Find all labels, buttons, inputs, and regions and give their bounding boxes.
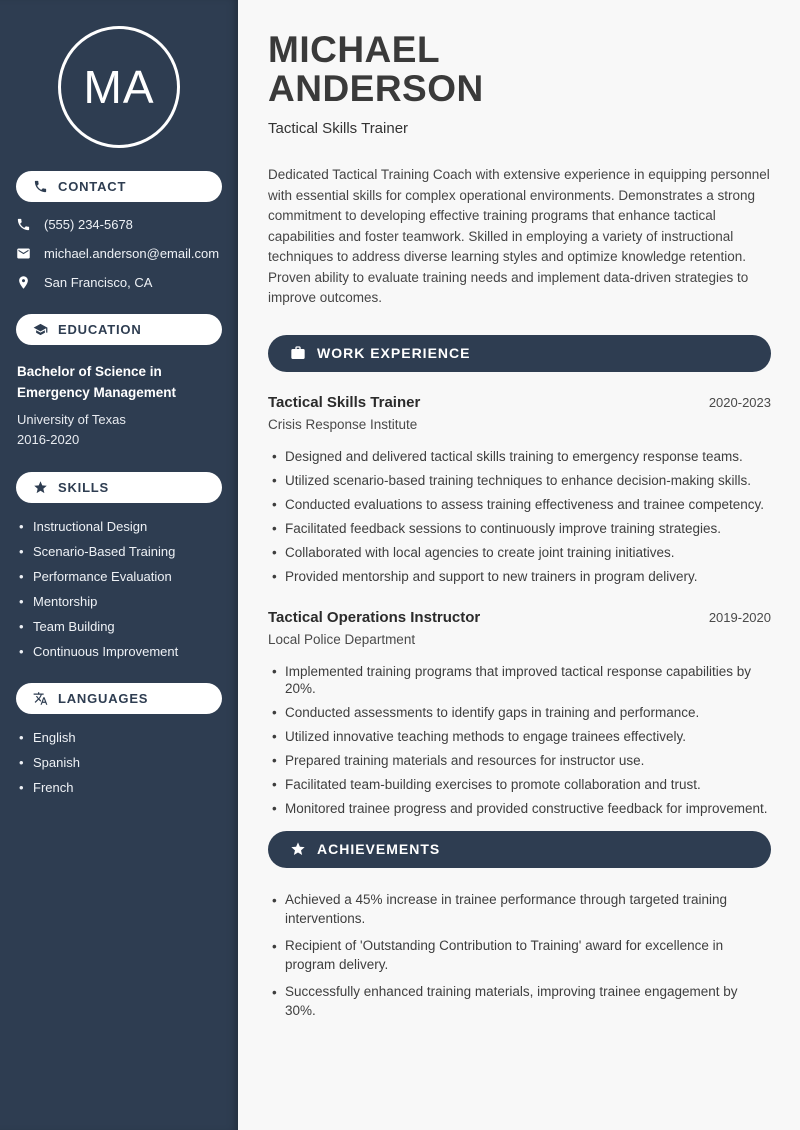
skill-item: • Scenario-Based Training [16, 543, 222, 560]
phone-icon [16, 217, 31, 232]
skills-section-header [16, 472, 222, 503]
profile-summary: Dedicated Tactical Training Coach with extensive experience in equipping personnel with essential skills for complex operational environments. Demonstrates a strong commitment to developing effective training programs that enhance tactical capabilities and foster teamwork. Skilled in employing a variety of instructional techniques to address diverse learning styles and optimize knowledge retention. Proven ability to evaluate training needs and implement data-driven strategies to improve outcomes. [268, 167, 770, 305]
job-company: Crisis Response Institute [268, 416, 418, 432]
job-dates: 2019-2020 [708, 609, 771, 625]
skills-section-title: SKILLS [58, 480, 110, 495]
job-bullet: • Designed and delivered tactical skills training to emergency response teams. [268, 448, 771, 465]
languages-list [16, 729, 222, 796]
job-bullet: • Provided mentorship and support to new trainers in program delivery. [268, 568, 771, 585]
job-entry [268, 609, 771, 817]
person-name-line1: MICHAEL [268, 29, 441, 70]
avatar-initials: MA [83, 61, 155, 113]
main-content [238, 0, 800, 1130]
education-section-title: EDUCATION [58, 322, 142, 337]
job-bullet: • Utilized innovative teaching methods to engage trainees effectively. [268, 728, 771, 745]
contact-item-location [16, 274, 222, 291]
education-years: 2016-2020 [17, 432, 80, 447]
job-bullet: • Implemented training programs that improved tactical response capabilities by 20%. [268, 663, 771, 697]
job-header [268, 394, 771, 411]
email-address: michael.anderson@email.com [44, 246, 220, 261]
job-bullet: • Monitored trainee progress and provided constructive feedback for improvement. [268, 800, 771, 817]
contact-item-phone [16, 216, 222, 233]
language-item: • French [16, 779, 222, 796]
job-header [268, 609, 771, 626]
skill-item: • Continuous Improvement [16, 643, 222, 660]
sidebar [0, 0, 238, 1130]
work-experience-banner [268, 335, 771, 372]
achievements-list [268, 890, 771, 1021]
job-bullet: • Facilitated team-building exercises to promote collaboration and trust. [268, 776, 771, 793]
languages-section-header [16, 683, 222, 714]
achievement-bullet: • Recipient of 'Outstanding Contribution to Training' award for excellence in program delivery. [268, 936, 763, 975]
email-icon [16, 246, 31, 261]
job-title: Tactical Skills Trainer [268, 393, 421, 411]
location-text: San Francisco, CA [44, 275, 153, 290]
translate-icon [33, 691, 48, 706]
skill-item: • Mentorship [16, 593, 222, 610]
education-school: University of Texas [17, 412, 126, 427]
skills-list [16, 518, 222, 660]
achievements-title: ACHIEVEMENTS [317, 841, 441, 857]
language-item: • Spanish [16, 754, 222, 771]
job-bullet: • Conducted evaluations to assess training effectiveness and trainee competency. [268, 496, 771, 513]
job-bullet: • Utilized scenario-based training techniques to enhance decision-making skills. [268, 472, 771, 489]
contact-list [16, 216, 222, 291]
person-name-line2: ANDERSON [268, 68, 484, 109]
job-bullet: • Prepared training materials and resources for instructor use. [268, 752, 771, 769]
skill-item: • Performance Evaluation [16, 568, 222, 585]
skill-item: • Instructional Design [16, 518, 222, 535]
contact-section-header [16, 171, 222, 202]
job-dates: 2020-2023 [708, 394, 771, 410]
person-job-title: Tactical Skills Trainer [268, 120, 409, 137]
languages-section-title: LANGUAGES [58, 691, 149, 706]
achievements-banner [268, 831, 771, 868]
location-pin-icon [16, 275, 31, 290]
phone-icon [33, 179, 48, 194]
job-bullet: • Conducted assessments to identify gaps in training and performance. [268, 704, 771, 721]
work-experience-title: WORK EXPERIENCE [317, 345, 471, 361]
job-bullet: • Collaborated with local agencies to create joint training initiatives. [268, 544, 771, 561]
job-entry [268, 394, 771, 585]
contact-item-email [16, 245, 222, 262]
job-bullet: • Facilitated feedback sessions to continuously improve training strategies. [268, 520, 771, 537]
phone-number: (555) 234-5678 [44, 217, 133, 232]
language-item: • English [16, 729, 222, 746]
contact-section-title: CONTACT [58, 179, 127, 194]
job-title: Tactical Operations Instructor [268, 608, 481, 626]
job-bullet-list [268, 448, 771, 585]
achievement-bullet: • Achieved a 45% increase in trainee performance through targeted training interventions. [268, 890, 763, 929]
skill-item: • Team Building [16, 618, 222, 635]
star-icon [290, 841, 306, 857]
job-company: Local Police Department [268, 631, 416, 647]
graduation-cap-icon [33, 322, 48, 337]
person-name [268, 30, 771, 108]
avatar [58, 26, 180, 148]
star-icon [33, 480, 48, 495]
education-section-header [16, 314, 222, 345]
achievement-bullet: • Successfully enhanced training materials, improving trainee engagement by 30%. [268, 982, 763, 1021]
briefcase-icon [290, 345, 306, 361]
job-bullet-list [268, 663, 771, 817]
education-degree: Bachelor of Science in Emergency Management [17, 364, 177, 400]
